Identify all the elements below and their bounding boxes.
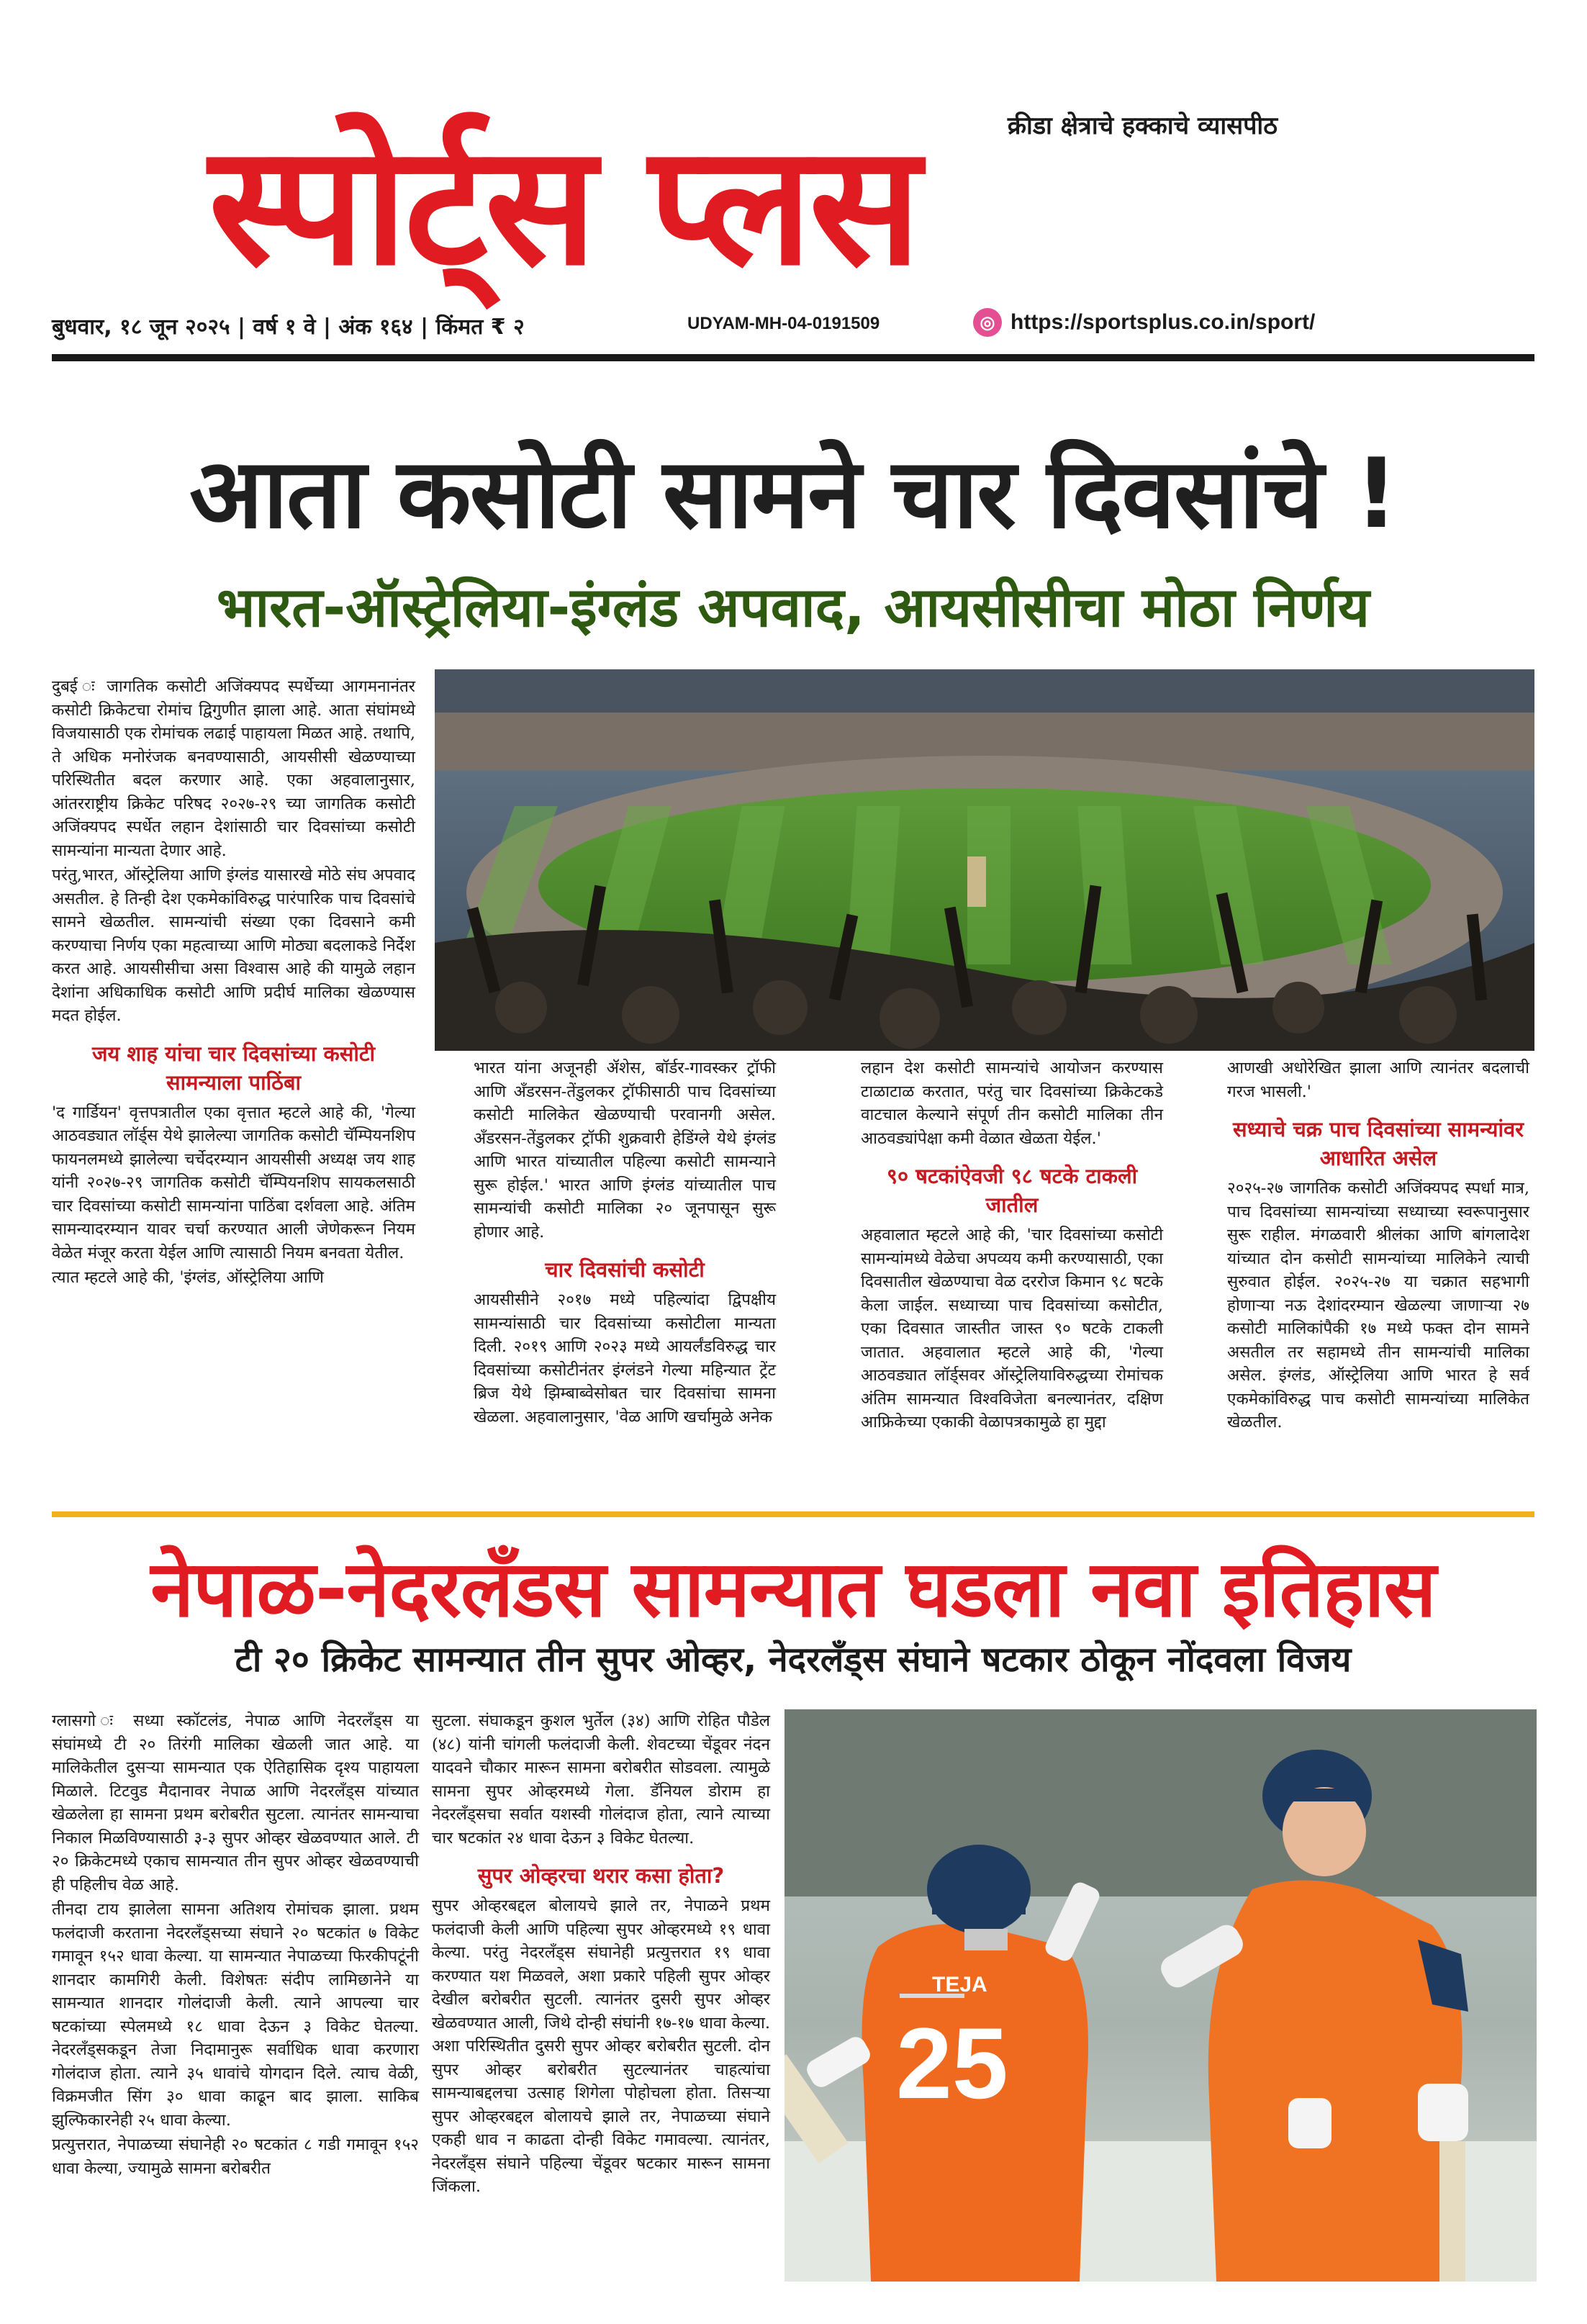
paragraph: २०२५-२७ जागतिक कसोटी अजिंक्यपद स्पर्धा मात्र, पाच दिवसांच्या सामन्यांच्या सध्याच्या स्वरूपानुसार सुरू राहील. मंगळवारी श्रीलंका आणि बांगलादेश यांच्यात दोन कसोटी सामन्यांच्या मालिकेने त्याची सुरुवात होईल. २०२५-२७ या चक्रात सहभागी होणाऱ्या नऊ देशांदरम्यान खेळल्या जाणाऱ्या २७ कसोटी मालिकांपैकी १७ मध्ये फक्त दोन सामने असतील तर सहामध्ये तीन सामन्यांची मालिका असेल. इंग्लंड, ऑस्ट्रेलिया आणि भारत हे सर्व एकमेकांविरुद्ध पाच कसोटी सामन्यांच्या मालिकेत खेळतील. (1227, 1179, 1529, 1432)
paragraph: आयसीसीने २०१७ मध्ये पहिल्यांदा द्विपक्षीय सामन्यांसाठी चार दिवसांच्या कसोटीला मान्यता दिली. २०१९ आणि २०२३ मध्ये आयर्लंडविरुद्ध चार दिवसांच्या कसोटीनंतर इंग्लंडने गेल्या महिन्यात ट्रेंट ब्रिज येथे झिम्बाब्वेसोबत चार दिवसांचा सामना खेळला. अहवालानुसार, 'वेळ आणि खर्चामुळे अनेक (474, 1290, 776, 1426)
paragraph: त्यात म्हटले आहे की, 'इंग्लंड, ऑस्ट्रेलिया आणि (52, 1268, 324, 1287)
story1-column-1 (52, 675, 415, 1291)
story2-subheadline: टी २० क्रिकेट सामन्यात तीन सुपर ओव्हर, नेदरलँड्स संघाने षटकार ठोकून नोंदवला विजय (235, 1640, 1352, 1680)
paragraph: सुटला. संघाकडून कुशल भुर्तेल (३४) आणि रोहित पौडेल (४८) यांनी चांगली फलंदाजी केली. शेवटच्या चेंडूवर नंदन यादवने चौकार मारून सामना बरोबरीत सोडवला. त्यामुळे सामना सुपर ओव्हरमध्ये गेला. डॅनियल डोराम हा नेदरलँड्सचा सर्वात यशस्वी गोलंदाज होता, त्याने त्याच्या चार षटकांत २४ धावा देऊन ३ विकेट घेतल्या. (432, 1712, 770, 1848)
website-url[interactable]: https://sportsplus.co.in/sport/ (1010, 310, 1316, 334)
dateline: बुधवार, १८ जून २०२५ | वर्ष १ वे | अंक १६४ | किंमत ₹ २ (52, 315, 525, 340)
paragraph: ग्लासगो ः सध्या स्कॉटलंड, नेपाळ आणि नेदरलँड्स या संघांमध्ये टी २० तिरंगी मालिका खेळली जात आहे. या मालिकेतील दुसऱ्या सामन्यात एक ऐतिहासिक दृश्य पाहायला मिळाले. टिटवुड मैदानावर नेपाळ आणि नेदरलँड्स यांच्यात खेळलेला हा सामना प्रथम बरोबरीत सुटला. त्यानंतर सामन्याचा निकाल मिळविण्यासाठी ३-३ सुपर ओव्हर खेळवण्यात आले. टी २० क्रिकेटमध्ये एकाच सामन्यात तीन सुपर ओव्हर खेळवण्याची ही पहिलीच वेळ आहे. (52, 1712, 419, 1894)
stadium-photo (435, 669, 1534, 1051)
story1-column-3 (861, 1057, 1163, 1436)
tagline: क्रीडा क्षेत्राचे हक्काचे व्यासपीठ (1007, 112, 1278, 140)
paragraph: आणखी अधोरेखित झाला आणि त्यानंतर बदलाची गरज भासली.' (1227, 1059, 1529, 1101)
story2-headline: नेपाळ-नेदरलँडस सामन्यात घडला नवा इतिहास (150, 1545, 1436, 1635)
paragraph: सुपर ओव्हरबद्दल बोलायचे झाले तर, नेपाळने प्रथम फलंदाजी केली आणि पहिल्या सुपर ओव्हरमध्ये १९ धावा केल्या. परंतु नेदरलँड्स संघानेही प्रत्युत्तरात १९ धावा करण्यात यश मिळवले, अशा प्रकारे पहिली सुपर ओव्हर देखील बरोबरीत सुटली. त्यानंतर दुसरी सुपर ओव्हर खेळवण्यात आली, जिथे दोन्ही संघांनी १७-१७ धावा केल्या. अशा परिस्थितीत दुसरी सुपर ओव्हर बरोबरीत सुटली. दोन सुपर ओव्हर बरोबरीत सुटल्यानंतर चाहत्यांचा सामन्याबद्दलचा उत्साह शिगेला पोहोचला होता. तिसऱ्या सुपर ओव्हरबद्दल बोलायचे झाले तर, नेपाळच्या संघाने एकही धाव न काढता दोन्ही विकेट गमावल्या. त्यानंतर, नेदरलँड्स संघाने पहिल्या चेंडूवर षटकार मारून सामना जिंकला. (432, 1896, 770, 2196)
cricketers-photo (785, 1709, 1537, 2282)
story2-column-1 (52, 1709, 419, 2181)
udyam-number: UDYAM-MH-04-0191509 (687, 314, 880, 333)
brand-logo: स्पोर्ट्स प्लस (209, 108, 918, 302)
website-link[interactable] (973, 308, 1315, 337)
paragraph: परंतु,भारत, ऑस्ट्रेलिया आणि इंग्लंड यासारखे मोठे संघ अपवाद असतील. हे तिन्ही देश एकमेकांविरुद्ध पारंपारिक पाच दिवसांचे सामने खेळतील. सामन्यांची संख्या एका दिवसाने कमी करण्याचा निर्णय एका महत्वाच्या आणि मोठ्या बदलाकडे निर्देश करत आहे. आयसीसीचा असा विश्वास आहे की यामुळे लहान देशांना अधिकाधिक कसोटी आणि प्रदीर्घ मालिका खेळण्यास मदत होईल. (52, 866, 415, 1025)
paragraph: प्रत्युत्तरात, नेपाळच्या संघानेही २० षटकांत ८ गडी गमावून १५२ धावा केल्या, ज्यामुळे सामना बरोबरीत (52, 2135, 419, 2178)
section-heading: चार दिवसांची कसोटी (545, 1257, 705, 1282)
story1-headline: आता कसोटी सामने चार दिवसांचे ! (189, 438, 1397, 550)
section-heading: ९० षटकांऐवजी ९८ षटके टाकली जातील (886, 1164, 1138, 1217)
story1-column-2 (474, 1057, 776, 1430)
paragraph: तीनदा टाय झालेला सामना अतिशय रोमांचक झाला. प्रथम फलंदाजी करताना नेदरलँड्सच्या संघाने २० षटकांत ७ विकेट गमावून १५२ धावा केल्या. या सामन्यात नेपाळच्या फिरकीपटूंनी शानदार कामगिरी केली. विशेषतः संदीप लामिछानेने या सामन्यात शानदार गोलंदाजी केली. त्याने आपल्या चार षटकांच्या स्पेलमध्ये १८ धावा देऊन ३ विकेट घेतल्या. नेदरलँड्सकडून तेजा निदामानुरू सर्वाधिक धावा करणारा गोलंदाज होता. त्याने ३५ धावांचे योगदान दिले. त्याच वेळी, विक्रमजीत सिंग ३० धावा काढून बाद झाला. साकिब झुल्फिकारनेही २५ धावा केल्या. (52, 1900, 419, 2130)
paragraph: अहवालात म्हटले आहे की, 'चार दिवसांच्या कसोटी सामन्यांमध्ये वेळेचा अपव्यय कमी करण्यासाठी, एका दिवसातील खेळण्याचा वेळ दररोज किमान ९८ षटके केला जाईल. सध्याच्या पाच दिवसांच्या कसोटीत, एका दिवसात जास्तीत जास्त ९० षटके टाकली जातात. अहवालात म्हटले आहे की, 'गेल्या आठवड्यात लॉर्ड्सवर ऑस्ट्रेलियाविरुद्धच्या रोमांचक अंतिम सामन्यात विश्वविजेता बनल्यानंतर, दक्षिण आफ्रिकेच्या एकाकी वेळापत्रकामुळे हा मुद्दा (861, 1226, 1163, 1432)
section-heading: जय शाह यांचा चार दिवसांच्या कसोटी सामन्याला पाठिंबा (92, 1041, 375, 1095)
jersey-name: TEJA (932, 1973, 987, 1997)
section-heading: सध्याचे चक्र पाच दिवसांच्या सामन्यांवर आधारित असेल (1232, 1117, 1524, 1170)
paragraph: दुबई ः जागतिक कसोटी अजिंक्यपद स्पर्धेच्या आगमनानंतर कसोटी क्रिकेटचा रोमांच द्विगुणीत झाला आहे. आता संघांमध्ये विजयासाठी एक रोमांचक लढाई पाहायला मिळत आहे. तथापि, ते अधिक मनोरंजक बनवण्यासाठी, आयसीसी खेळण्याच्या परिस्थितीत बदल करणार आहे. एका अहवालानुसार, आंतरराष्ट्रीय क्रिकेट परिषद २०२७-२९ च्या जागतिक कसोटी अजिंक्यपद स्पर्धेत लहान देशांसाठी चार दिवसांच्या कसोटी सामन्यांना मान्यता देणार आहे. (52, 677, 415, 860)
paragraph: लहान देश कसोटी सामन्यांचे आयोजन करण्यास टाळाटाळ करतात, परंतु चार दिवसांच्या क्रिकेटकडे वाटचाल केल्याने संपूर्ण तीन कसोटी मालिका तीन आठवड्यांपेक्षा कमी वेळात खेळता येईल.' (861, 1059, 1163, 1148)
paragraph: भारत यांना अजूनही ॲशेस, बॉर्डर-गावस्कर ट्रॉफी आणि अँडरसन-तेंडुलकर ट्रॉफीसाठी पाच दिवसांच्या कसोटी मालिकेत खेळण्याची परवानगी असेल. अँडरसन-तेंडुलकर ट्रॉफी शुक्रवारी हेडिंग्ले येथे इंग्लंड आणि भारत यांच्यातील पहिल्या कसोटी सामन्याने सुरू होईल.' भारत आणि इंग्लंड यांच्यातील पाच सामन्यांची कसोटी मालिका २० जूनपासून सुरू होणार आहे. (474, 1059, 776, 1242)
story2-column-2 (432, 1709, 770, 2200)
jersey-number: 25 (896, 2007, 1008, 2120)
section-divider (52, 1511, 1534, 1517)
story1-column-4 (1227, 1057, 1529, 1436)
paragraph: 'द गार्डियन' वृत्तपत्रातील एका वृत्तात म्हटले आहे की, 'गेल्या आठवड्यात लॉर्ड्स येथे झालेल्या जागतिक कसोटी चॅम्पियनशिप फायनलमध्ये झालेल्या चर्चेदरम्यान आयसीसी अध्यक्ष जय शाह यांनी २०२७-२९ जागतिक कसोटी चॅम्पियनशिप सायकलसाठी चार दिवसांच्या कसोटी सामन्यांना पाठिंबा दर्शवला आहे. अंतिम सामन्यादरम्यान यावर चर्चा करण्यात आली जेणेकरून नियम वेळेत मंजूर करता येईल आणि त्यासाठी नियम बनवता येतील. (52, 1103, 415, 1262)
story1-subheadline: भारत-ऑस्ट्रेलिया-इंग्लंड अपवाद, आयसीसीचा मोठा निर्णय (217, 575, 1370, 639)
globe-icon: ◎ (973, 308, 1002, 337)
section-heading: सुपर ओव्हरचा थरार कसा होता? (477, 1863, 725, 1888)
masthead-rule (52, 354, 1534, 361)
